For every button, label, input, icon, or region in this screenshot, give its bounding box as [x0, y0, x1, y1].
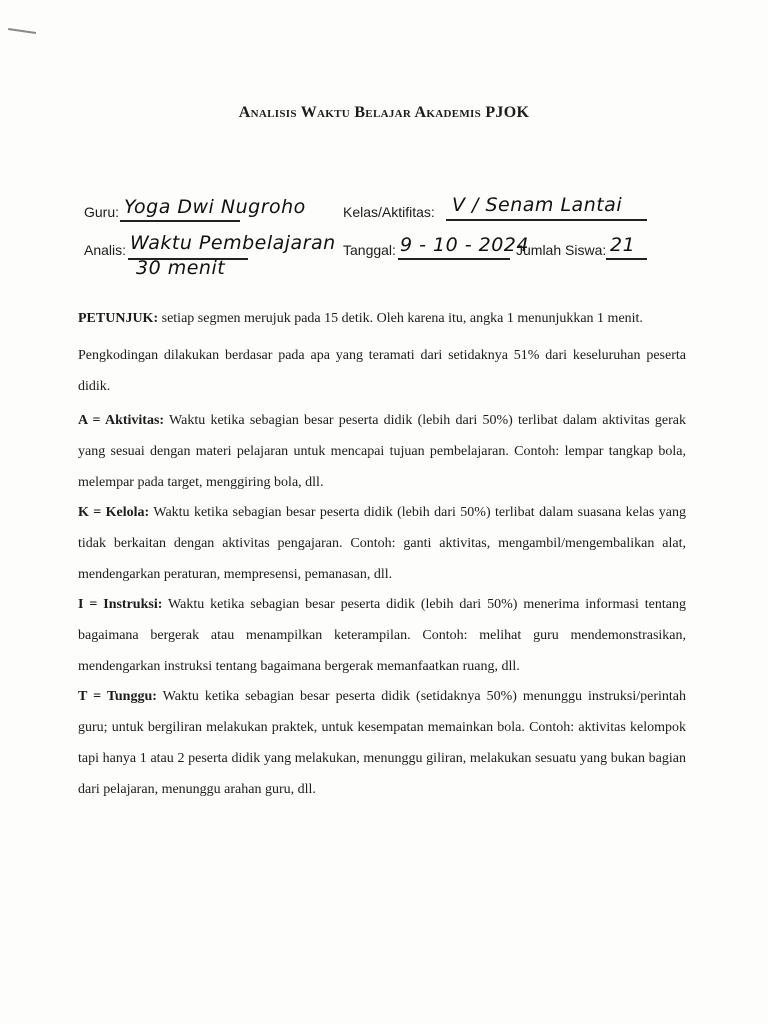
definition-text: Waktu ketika sebagian besar peserta didik (setidaknya 50%) menunggu instruksi/perintah guru; untuk bergiliran melakukan praktek, untuk kesempatan memainkan bola. Contoh: aktivitas kelompok tapi hanya 1 atau 2 peserta didik yang melakukan, menunggu giliran, melakukan sesuatu yang bukan bagian dari pelajaran, menunggu arahan guru, dll.	[78, 689, 686, 797]
kelas-label: Kelas/Aktifitas:	[343, 204, 435, 220]
guru-value: Yoga Dwi Nugroho	[124, 196, 306, 218]
definition-aktivitas	[78, 405, 686, 498]
definition-text: Waktu ketika sebagian besar peserta didik (lebih dari 50%) terlibat dalam aktivitas gerak yang sesuai dengan materi pelajaran untuk mencapai tujuan pembelajaran. Contoh: lempar tangkap bola, melempar pada target, menggiring bola, dll.	[78, 413, 687, 490]
jumlah-underline	[606, 258, 647, 260]
definition-instruksi	[78, 589, 686, 682]
definition-term: I = Instruksi:	[78, 597, 163, 612]
jumlah-label: Jumlah Siswa:	[516, 242, 607, 258]
guru-underline	[120, 220, 240, 222]
petunjuk-paragraph	[78, 303, 686, 334]
definition-term: K = Kelola:	[78, 505, 150, 520]
tanggal-value: 9 - 10 - 2024	[400, 234, 529, 256]
scan-mark	[8, 28, 36, 34]
definition-term: A = Aktivitas:	[78, 413, 165, 428]
definition-term: T = Tunggu:	[78, 689, 157, 704]
analis-label: Analis:	[84, 242, 127, 258]
analis-value-line1: Waktu Pembelajaran	[130, 232, 336, 254]
definition-kelola	[78, 497, 686, 590]
kelas-value: V / Senam Lantai	[452, 194, 623, 216]
tanggal-underline	[398, 258, 510, 260]
kelas-underline	[446, 219, 647, 221]
definition-tunggu	[78, 681, 686, 805]
petunjuk-text: setiap segmen merujuk pada 15 detik. Oleh karena itu, angka 1 menunjukkan 1 menit.	[158, 311, 643, 326]
definition-text: Waktu ketika sebagian besar peserta didik (lebih dari 50%) terlibat dalam suasana kelas yang tidak berkaitan dengan aktivitas pengajaran. Contoh: ganti aktivitas, mengambil/mengembalikan alat, mendengarkan peraturan, mempresensi, pemanasan, dll.	[78, 505, 686, 582]
definition-text: Waktu ketika sebagian besar peserta didik (lebih dari 50%) menerima informasi tentang bagaimana bergerak atau menampilkan keterampilan. Contoh: melihat guru mendemonstrasikan, mendengarkan instruksi tentang bagaimana bergerak memanfaatkan ruang, dll.	[78, 597, 687, 674]
petunjuk-label: PETUNJUK:	[78, 311, 159, 326]
pengkodingan-paragraph: Pengkodingan dilakukan berdasar pada apa yang teramati dari setidaknya 51% dari keseluruhan peserta didik.	[78, 348, 686, 394]
page-title: Analisis Waktu Belajar Akademis PJOK	[238, 104, 530, 121]
guru-label: Guru:	[84, 204, 120, 220]
jumlah-value: 21	[610, 234, 636, 256]
analis-value-line2: 30 menit	[136, 257, 226, 279]
tanggal-label: Tanggal:	[343, 242, 396, 258]
